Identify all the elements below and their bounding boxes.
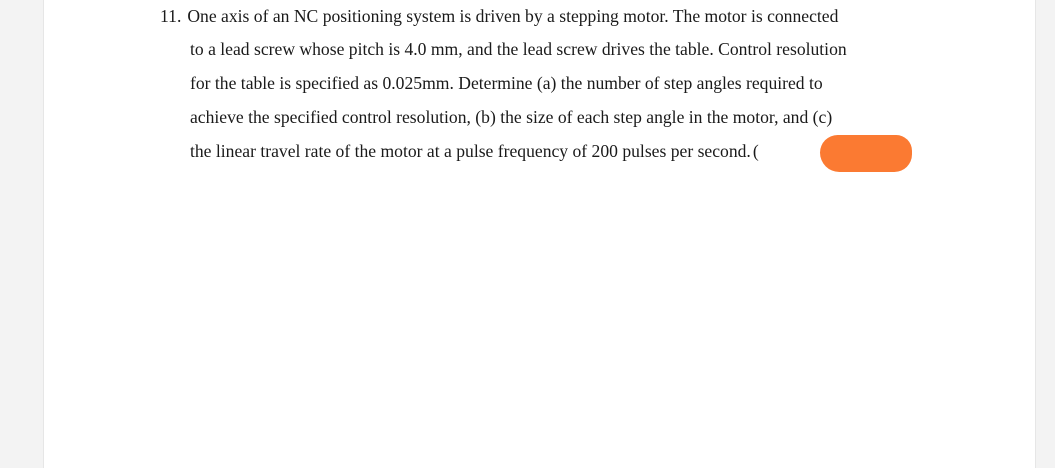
trailing-parenthesis: ( (752, 141, 759, 161)
question-line-2: to a lead screw whose pitch is 4.0 mm, and the lead screw drives the table. Control resolution (190, 39, 847, 59)
question-number: 11. (160, 6, 182, 26)
question-line-5 (190, 140, 759, 162)
document-page (43, 0, 1036, 468)
question-text-line-1: One axis of an NC positioning system is driven by a stepping motor. The motor is connected (187, 6, 839, 26)
question-line-4: achieve the specified control resolution, (b) the size of each step angle in the motor, and (c) (190, 107, 833, 127)
question-text-line-5: the linear travel rate of the motor at a pulse frequency of 200 pulses per second. (190, 141, 751, 161)
redaction-mark (820, 135, 912, 172)
question-line-1 (160, 5, 838, 27)
question-line-3: for the table is specified as 0.025mm. Determine (a) the number of step angles required to (190, 73, 823, 93)
